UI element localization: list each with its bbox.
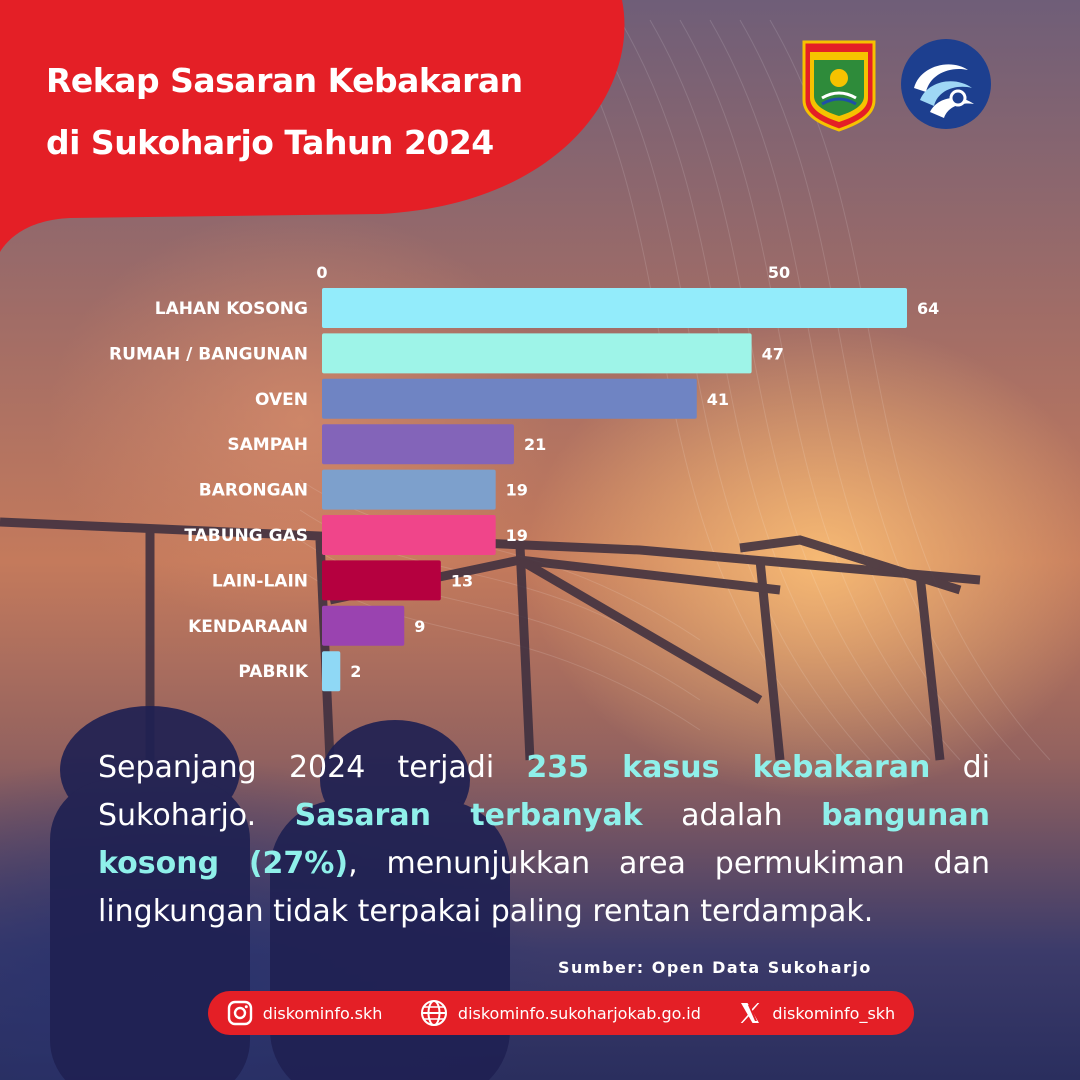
instagram-link[interactable] xyxy=(227,1000,383,1026)
summary-part-2: di Sukoharjo. xyxy=(98,750,990,833)
value-label: 19 xyxy=(505,526,528,545)
bar xyxy=(322,470,496,510)
title-line-1: Rekap Sasaran Kebakaran xyxy=(46,61,523,100)
instagram-handle: diskominfo.skh xyxy=(262,1003,383,1023)
bar xyxy=(322,560,441,600)
category-label: LAIN-LAIN xyxy=(211,571,308,592)
website-url: diskominfo.sukoharjokab.go.id xyxy=(457,1003,701,1023)
summary-part-1: Sepanjang 2024 terjadi xyxy=(98,750,527,785)
value-label: 47 xyxy=(761,344,784,364)
x-tick-label: 0 xyxy=(316,263,328,282)
category-label: KENDARAAN xyxy=(188,616,308,637)
title-line-2: di Sukoharjo Tahun 2024 xyxy=(46,123,494,162)
bar xyxy=(322,288,907,328)
category-label: TABUNG GAS xyxy=(184,526,308,546)
x-tick-label: 50 xyxy=(767,263,791,282)
bar xyxy=(322,606,404,646)
globe-icon xyxy=(420,999,448,1027)
bar xyxy=(322,379,697,419)
website-link[interactable] xyxy=(420,999,701,1027)
kabupaten-sukoharjo-logo xyxy=(800,38,878,132)
summary-highlight-total: 235 kasus kebakaran xyxy=(526,750,931,785)
x-link[interactable] xyxy=(738,1001,895,1025)
value-label: 2 xyxy=(350,662,362,682)
bar-chart xyxy=(0,250,1080,700)
summary-part-4: , menunjukkan area permukiman dan lingkungan tidak terpakai paling rentan terdampak. xyxy=(98,846,990,929)
value-label: 64 xyxy=(917,299,940,318)
bar xyxy=(322,651,340,691)
value-label: 21 xyxy=(523,435,547,455)
summary-text xyxy=(98,744,990,936)
value-label: 19 xyxy=(505,480,528,500)
value-label: 9 xyxy=(414,616,426,636)
x-logo-icon xyxy=(738,1001,762,1025)
category-label: SAMPAH xyxy=(227,435,308,456)
category-label: RUMAH / BANGUNAN xyxy=(109,344,308,365)
bar xyxy=(322,515,496,555)
instagram-icon xyxy=(227,1000,253,1026)
category-label: PABRIK xyxy=(238,662,308,683)
category-label: LAHAN KOSONG xyxy=(154,299,308,319)
source-note: Sumber: Open Data Sukoharjo xyxy=(558,958,872,977)
value-label: 13 xyxy=(450,571,474,591)
kominfo-logo xyxy=(898,36,994,132)
bar xyxy=(322,424,514,464)
page-title xyxy=(46,50,606,174)
x-handle: diskominfo_skh xyxy=(772,1003,896,1023)
footer-contacts xyxy=(208,991,914,1035)
summary-part-3: adalah xyxy=(642,798,822,833)
summary-highlight-target: Sasaran terbanyak xyxy=(294,798,643,833)
category-label: OVEN xyxy=(255,389,308,410)
value-label: 41 xyxy=(706,389,730,409)
bar xyxy=(322,333,752,373)
category-label: BARONGAN xyxy=(198,480,308,501)
summary-highlight-category: bangunan kosong (27%) xyxy=(98,798,990,881)
